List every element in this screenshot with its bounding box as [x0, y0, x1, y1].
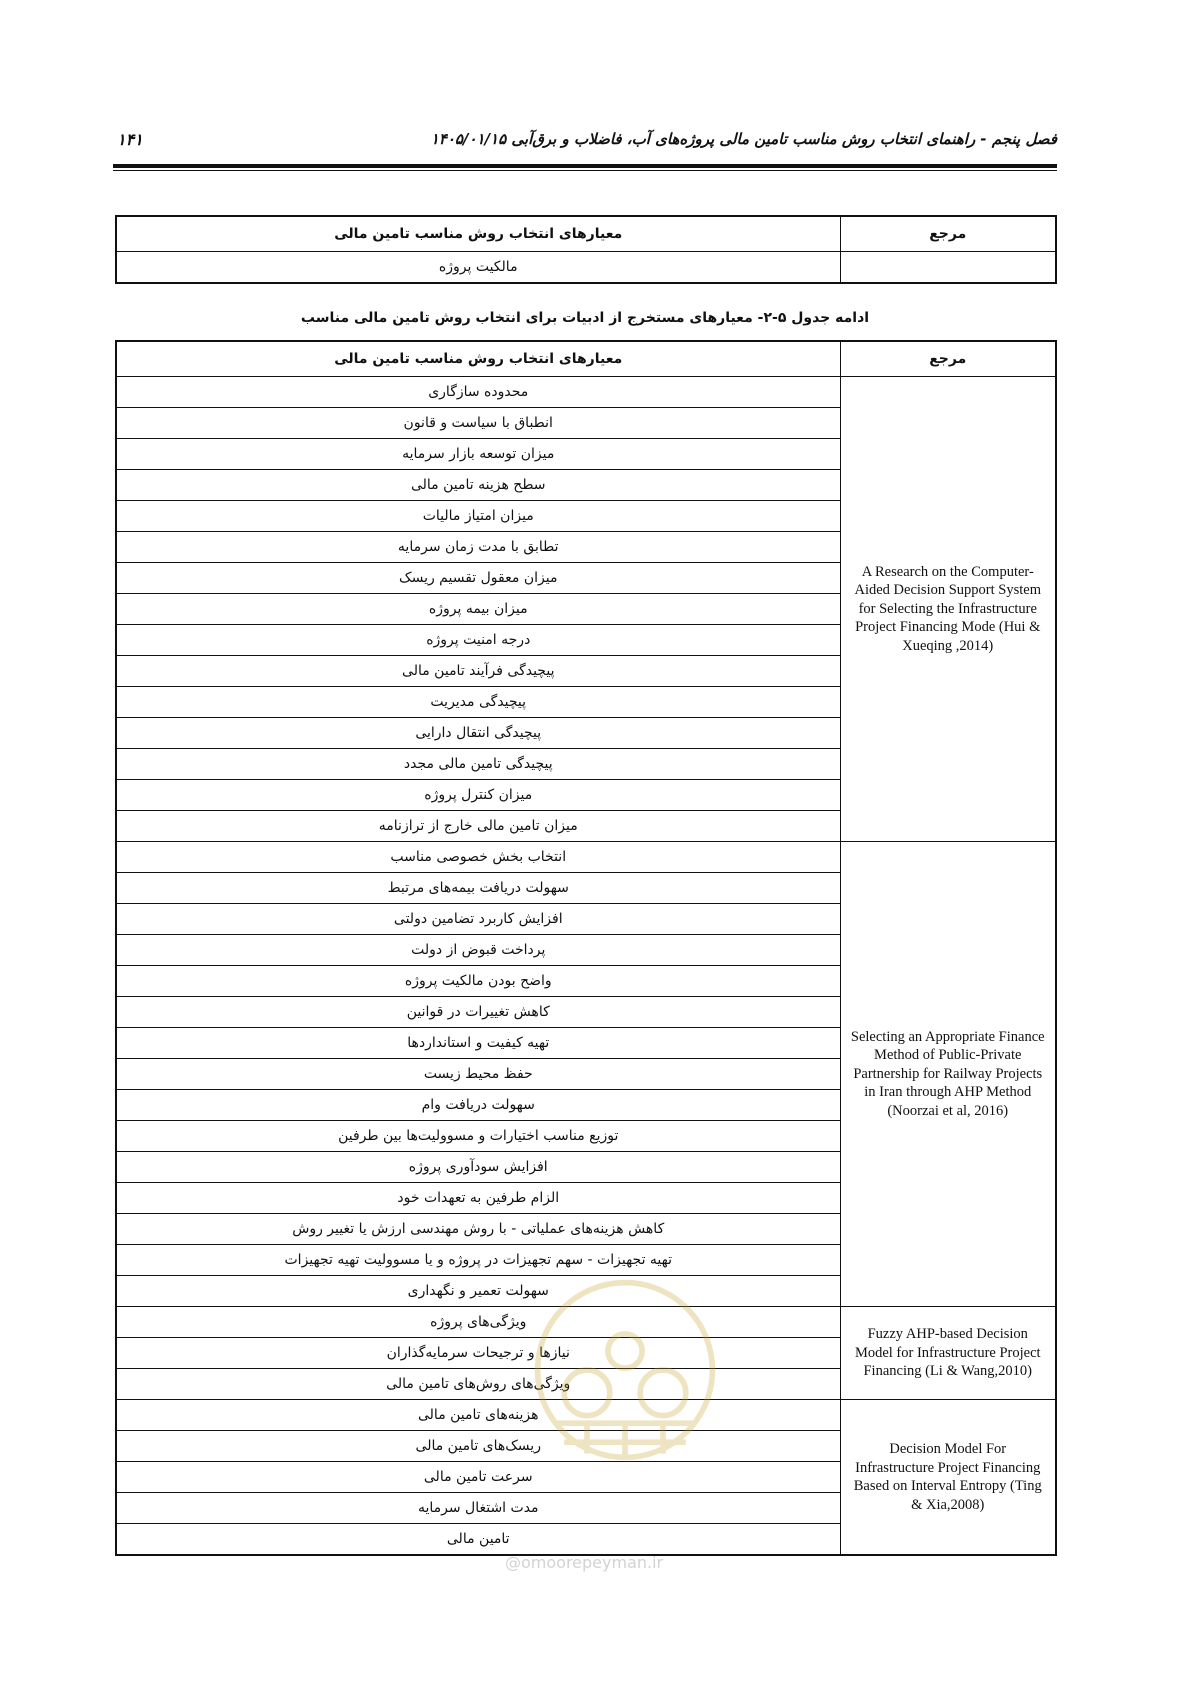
table-row [116, 842, 1056, 873]
criterion-cell: میزان توسعه بازار سرمایه [116, 439, 840, 470]
header-rule [113, 164, 1057, 168]
criterion-cell: سهولت دریافت وام [116, 1090, 840, 1121]
page-header [113, 130, 1057, 164]
table-row [116, 252, 1056, 284]
criterion-cell: حفظ محیط زیست [116, 1059, 840, 1090]
criterion-cell: ویژگی‌های روش‌های تامین مالی [116, 1369, 840, 1400]
criterion-cell: میزان تامین مالی خارج از ترازنامه [116, 811, 840, 842]
criterion-cell: محدوده سازگاری [116, 377, 840, 408]
criterion-cell: میزان کنترل پروژه [116, 780, 840, 811]
watermark-text: @omoorepeyman.ir [505, 1553, 664, 1572]
criterion-cell: میزان بیمه پروژه [116, 594, 840, 625]
criterion-cell: مالکیت پروژه [116, 252, 840, 284]
page-number: ۱۴۱ [117, 130, 143, 149]
criterion-cell: درجه امنیت پروژه [116, 625, 840, 656]
criterion-cell: سطح هزینه تامین مالی [116, 470, 840, 501]
criterion-cell: توزیع مناسب اختیارات و مسوولیت‌ها بین طرفین [116, 1121, 840, 1152]
criterion-cell: سهولت دریافت بیمه‌های مرتبط [116, 873, 840, 904]
criterion-cell: الزام طرفین به تعهدات خود [116, 1183, 840, 1214]
criterion-cell: نیازها و ترجیحات سرمایه‌گذاران [116, 1338, 840, 1369]
table-row [116, 377, 1056, 408]
criterion-cell: ویژگی‌های پروژه [116, 1307, 840, 1338]
criterion-cell: واضح بودن مالکیت پروژه [116, 966, 840, 997]
table-caption: ادامه جدول ۵-۲- معیارهای مستخرج از ادبیات برای انتخاب روش تامین مالی مناسب [300, 310, 870, 326]
criterion-cell: افزایش کاربرد تضامین دولتی [116, 904, 840, 935]
criterion-cell: پرداخت قبوض از دولت [116, 935, 840, 966]
table-continued-top [115, 215, 1057, 284]
criterion-cell: هزینه‌های تامین مالی [116, 1400, 840, 1431]
criterion-cell: تهیه تجهیزات - سهم تجهیزات در پروژه و یا مسوولیت تهیه تجهیزات [116, 1245, 840, 1276]
table-header-row [116, 341, 1056, 377]
reference-cell: Selecting an Appropriate Finance Method of Public-Private Partnership for Railway Projects in Iran through AHP Method (Noorzai et al, 2016) [840, 842, 1056, 1307]
criterion-cell: تامین مالی [116, 1524, 840, 1556]
criterion-cell: کاهش هزینه‌های عملیاتی - با روش مهندسی ارزش یا تغییر روش [116, 1214, 840, 1245]
table-header-row [116, 216, 1056, 252]
criterion-cell: پیچیدگی تامین مالی مجدد [116, 749, 840, 780]
reference-cell: Fuzzy AHP-based Decision Model for Infrastructure Project Financing (Li & Wang,2010) [840, 1307, 1056, 1400]
criterion-cell: تهیه کیفیت و استانداردها [116, 1028, 840, 1059]
header-criteria: معیارهای انتخاب روش مناسب تامین مالی [116, 341, 840, 377]
criterion-cell: میزان معقول تقسیم ریسک [116, 563, 840, 594]
running-head: فصل پنجم - راهنمای انتخاب روش مناسب تامین مالی پروژه‌های آب، فاضلاب و برق‌آبی ۱۴۰۵/۰۱/۱۵ [430, 130, 1057, 148]
criterion-cell: کاهش تغییرات در قوانین [116, 997, 840, 1028]
header-criteria: معیارهای انتخاب روش مناسب تامین مالی [116, 216, 840, 252]
criterion-cell: افزایش سودآوری پروژه [116, 1152, 840, 1183]
criterion-cell: پیچیدگی مدیریت [116, 687, 840, 718]
reference-cell: A Research on the Computer-Aided Decision Support System for Selecting the Infrastructure Project Financing Mode (Hui & Xueqing ,2014) [840, 377, 1056, 842]
criterion-cell: انتخاب بخش خصوصی مناسب [116, 842, 840, 873]
header-reference: مرجع [840, 341, 1056, 377]
criterion-cell: سهولت تعمیر و نگهداری [116, 1276, 840, 1307]
criterion-cell: تطابق با مدت زمان سرمایه [116, 532, 840, 563]
reference-cell [840, 252, 1056, 284]
watermark-logo [530, 1275, 720, 1465]
header-reference: مرجع [840, 216, 1056, 252]
criterion-cell: پیچیدگی انتقال دارایی [116, 718, 840, 749]
criterion-cell: پیچیدگی فرآیند تامین مالی [116, 656, 840, 687]
criterion-cell: انطباق با سیاست و قانون [116, 408, 840, 439]
criterion-cell: میزان امتیاز مالیات [116, 501, 840, 532]
criterion-cell: سرعت تامین مالی [116, 1462, 840, 1493]
header-rule-thin [113, 170, 1057, 171]
criterion-cell: مدت اشتغال سرمایه [116, 1493, 840, 1524]
criterion-cell: ریسک‌های تامین مالی [116, 1431, 840, 1462]
reference-cell: Decision Model For Infrastructure Project Financing Based on Interval Entropy (Ting & Xia,2008) [840, 1400, 1056, 1556]
